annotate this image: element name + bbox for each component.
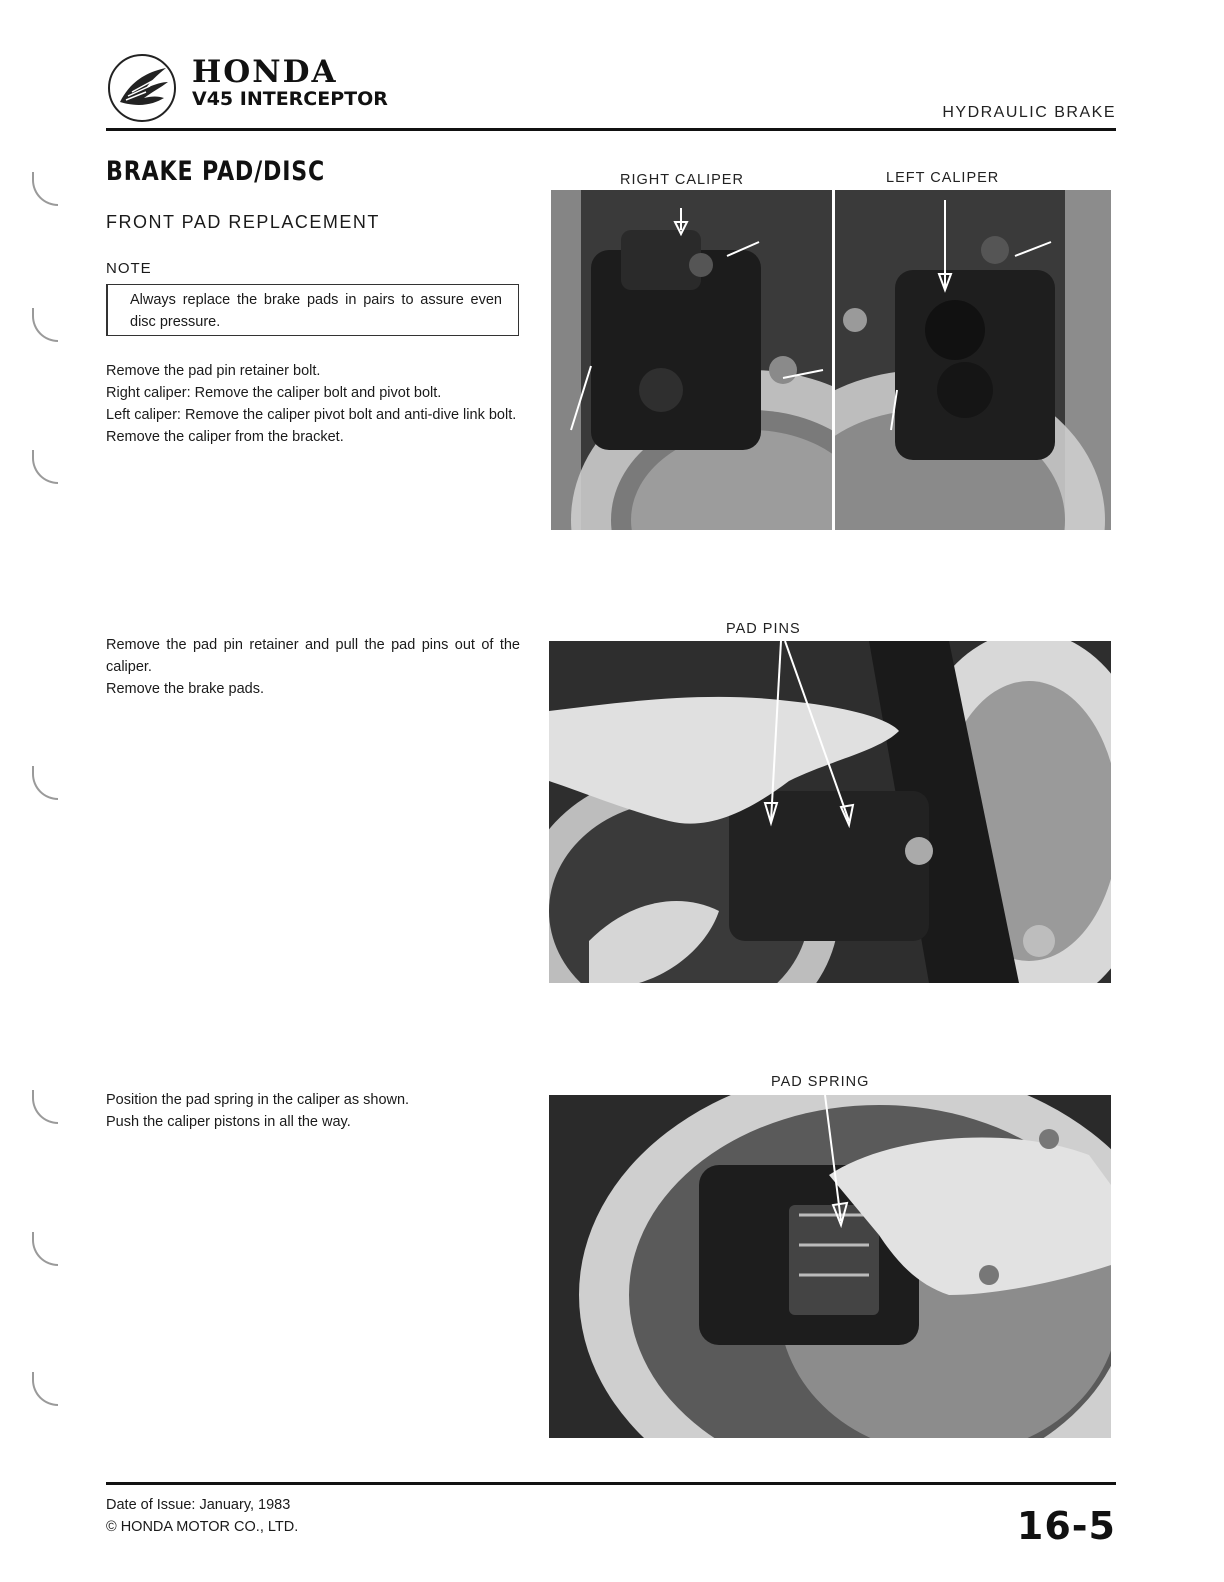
caption-left-caliper: LEFT CALIPER [886,170,1000,186]
issue-date: Date of Issue: January, 1983 [106,1497,291,1513]
step-3-text [106,1089,520,1133]
note-text: Always replace the brake pads in pairs to assure even disc pressure. [130,292,502,330]
binder-hole-mark [32,1372,58,1406]
note-box [106,284,519,336]
section-heading: HYDRAULIC BRAKE [942,104,1116,121]
step-line: Remove the pad pin retainer and pull the pad pins out of the caliper. [106,637,520,675]
step-1-text [106,360,520,448]
binder-hole-mark [32,172,58,206]
step-line: Left caliper: Remove the caliper pivot bolt and anti-dive link bolt. [106,407,517,423]
step-2-text [106,634,520,700]
photo-right-caliper [551,190,832,530]
caption-pad-pins: PAD PINS [726,621,801,637]
caption-pad-spring: PAD SPRING [771,1074,870,1090]
step-line: Remove the caliper from the bracket. [106,429,344,445]
model-name: V45 INTERCEPTOR [192,88,388,110]
photo-pad-spring [549,1095,1111,1438]
copyright: © HONDA MOTOR CO., LTD. [106,1519,299,1535]
photo-left-caliper [835,190,1111,530]
step-line: Right caliper: Remove the caliper bolt and pivot bolt. [106,385,442,401]
binder-hole-mark [32,1232,58,1266]
footer-rule [106,1482,1116,1485]
note-label: NOTE [106,260,152,277]
subsection-title: FRONT PAD REPLACEMENT [106,212,380,232]
step-line: Push the caliper pistons in all the way. [106,1114,351,1130]
binder-hole-mark [32,1090,58,1124]
page-number: 16-5 [1016,1504,1116,1548]
binder-hole-mark [32,308,58,342]
header-rule [106,128,1116,131]
step-line: Position the pad spring in the caliper as shown. [106,1092,410,1108]
step-line: Remove the pad pin retainer bolt. [106,363,321,379]
caption-right-caliper: RIGHT CALIPER [620,172,744,188]
brand-name: HONDA [192,54,338,90]
binder-hole-mark [32,450,58,484]
photo-pad-pins [549,641,1111,983]
step-line: Remove the brake pads. [106,681,264,697]
binder-hole-mark [32,766,58,800]
honda-wing-logo [106,52,178,124]
page-title: BRAKE PAD/DISC [106,156,326,187]
